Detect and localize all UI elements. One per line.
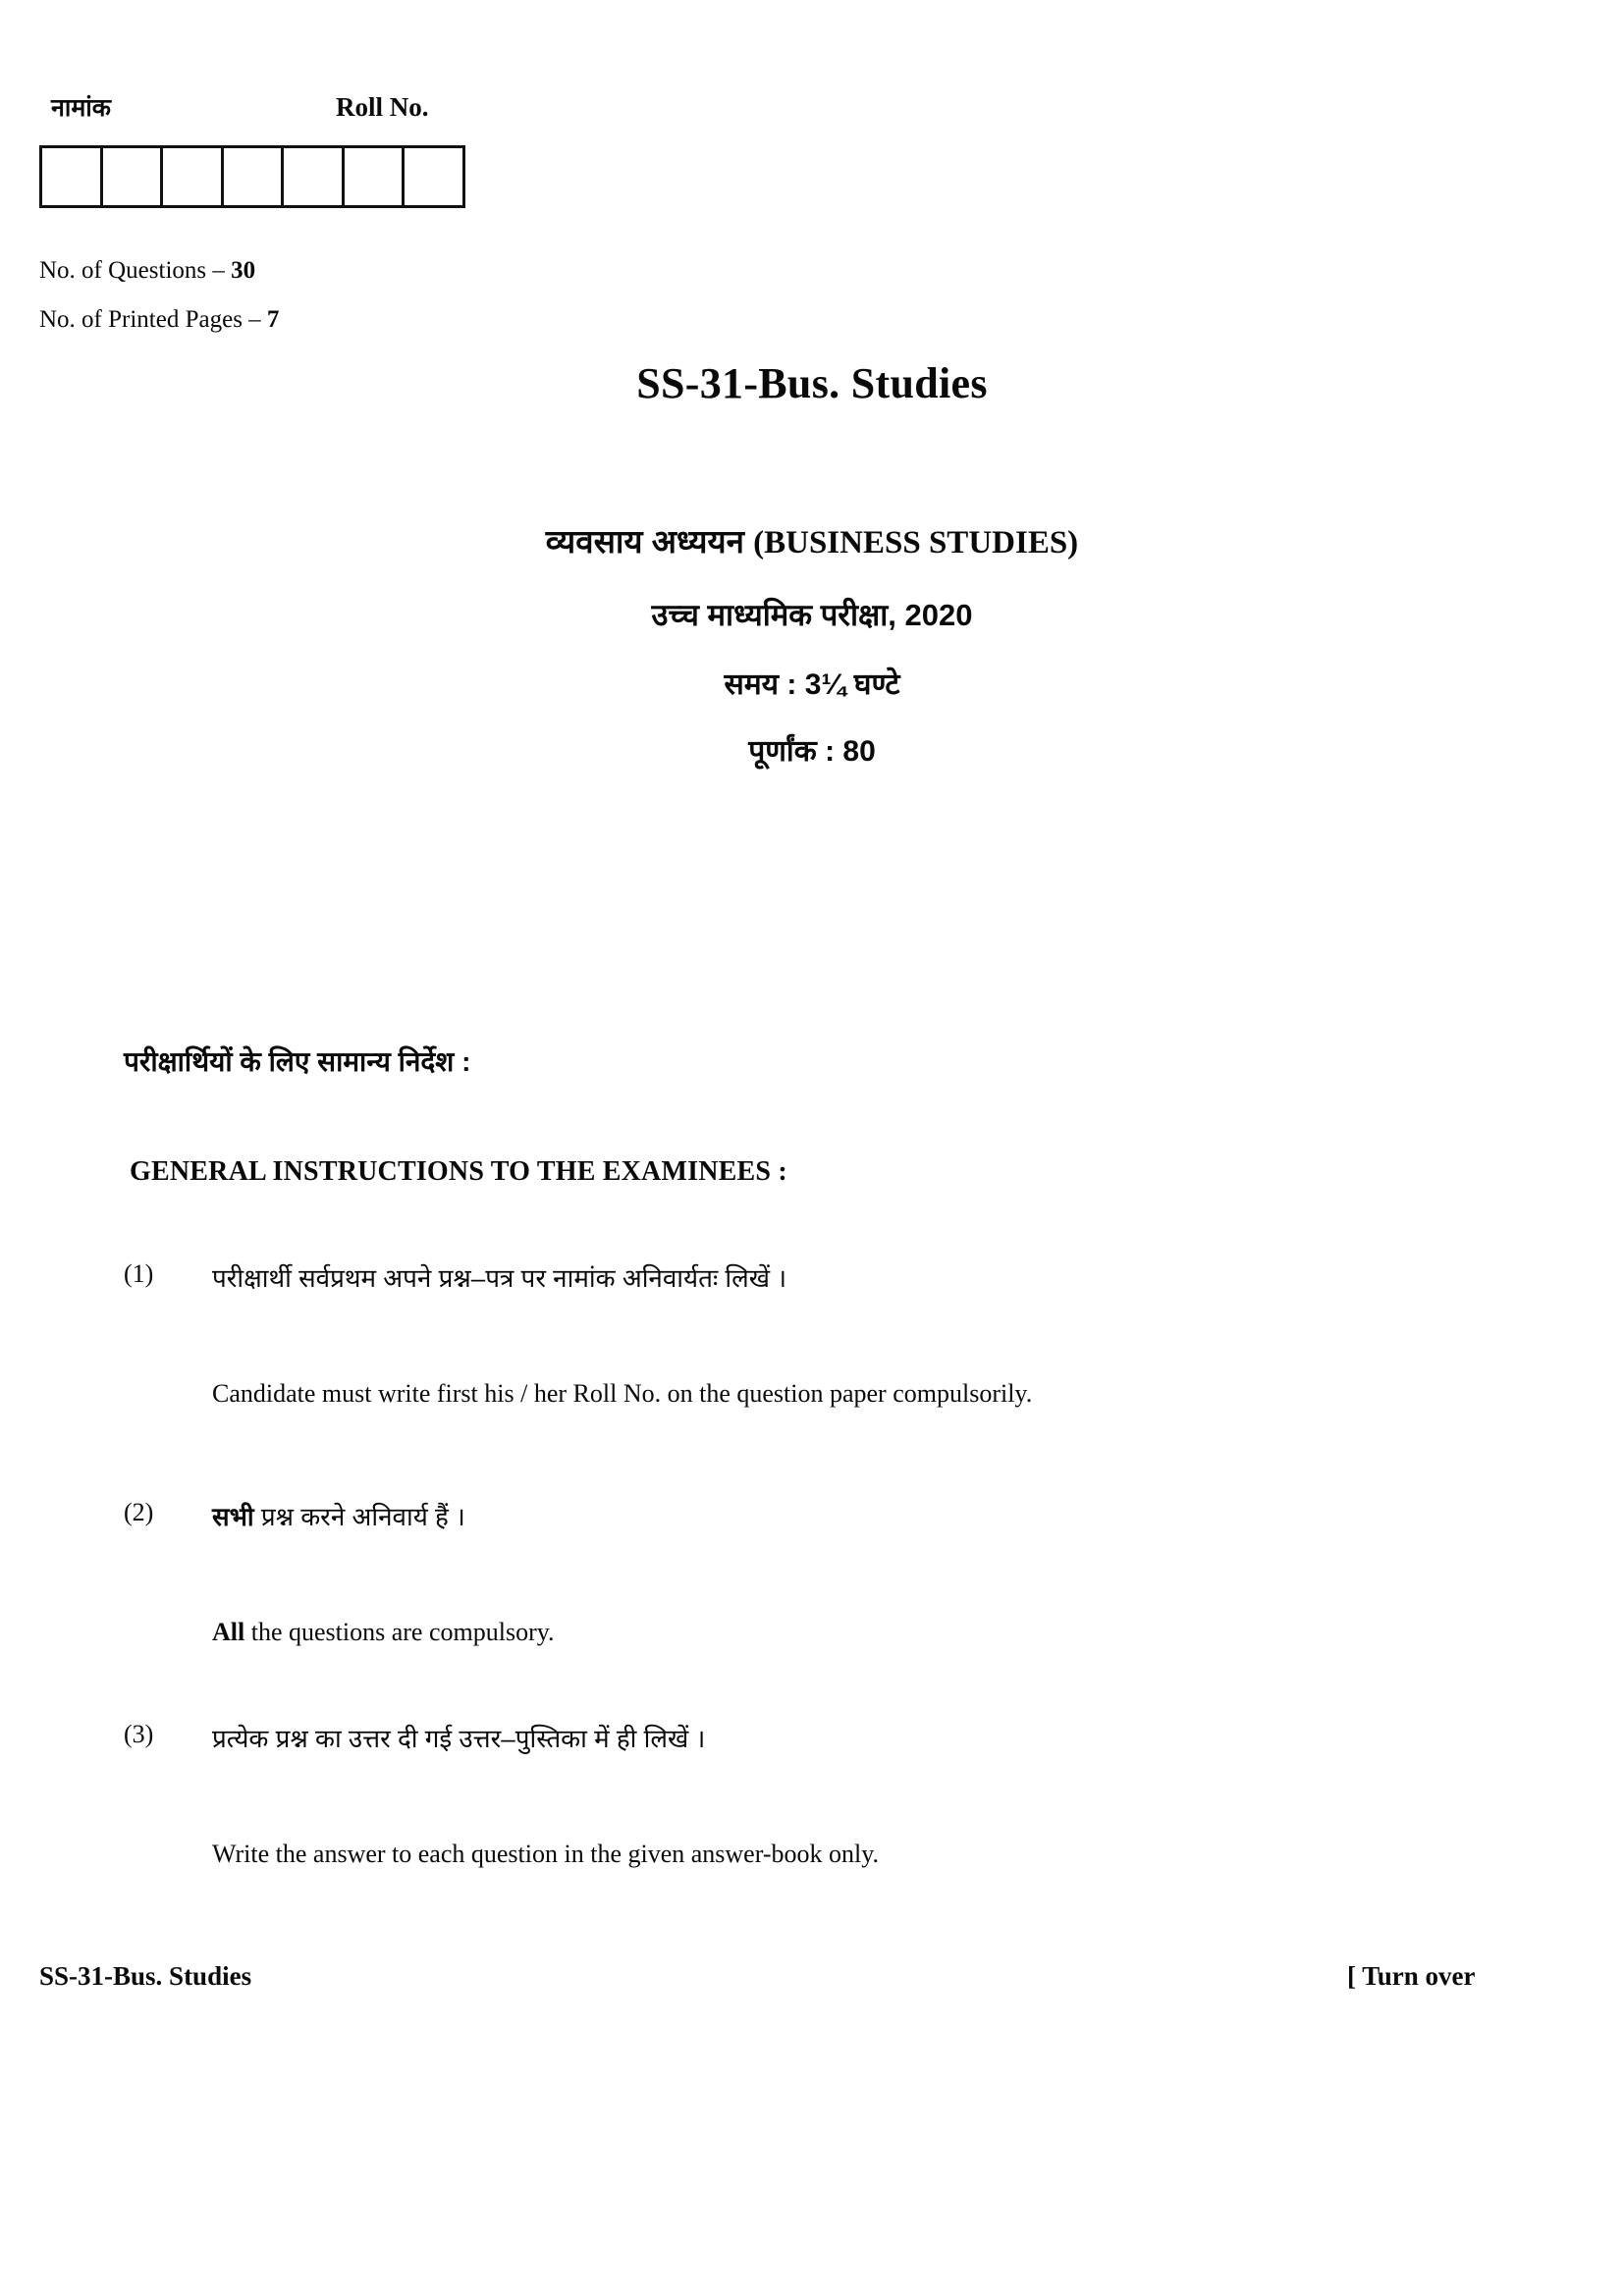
instruction-1-english: Candidate must write first his / her Roll No. on the question paper compulsorily.: [212, 1379, 1033, 1408]
roll-number-cell[interactable]: [345, 148, 406, 205]
roll-number-block: [51, 90, 679, 133]
instruction-2-hindi-rest: प्रश्न करने अनिवार्य हैं ।: [253, 1502, 465, 1531]
subject-title-english: (BUSINESS STUDIES): [753, 525, 1079, 561]
subject-title: [0, 518, 1624, 562]
roll-number-cell[interactable]: [103, 148, 164, 205]
instruction-1-number: (1): [124, 1259, 154, 1288]
roll-number-cell[interactable]: [163, 148, 224, 205]
footer-turn-over: [ Turn over: [1347, 1961, 1476, 1991]
roll-number-cell[interactable]: [224, 148, 285, 205]
number-of-printed-pages: [39, 306, 279, 334]
roll-number-grid[interactable]: [39, 145, 465, 208]
instructions-heading-english: GENERAL INSTRUCTIONS TO THE EXAMINEES :: [130, 1156, 787, 1187]
roll-no-label: Roll No.: [336, 92, 429, 122]
instruction-2-english: [212, 1618, 555, 1647]
instruction-3-number: (3): [124, 1720, 154, 1748]
exam-duration: समय : 3¼ घण्टे: [724, 668, 900, 701]
instruction-1-hindi: परीक्षार्थी सर्वप्रथम अपने प्रश्न–पत्र पर नामांक अनिवार्यतः लिखें ।: [212, 1263, 787, 1293]
number-of-questions-label: No. of Questions –: [39, 257, 232, 284]
number-of-questions: [39, 257, 255, 285]
exam-name: उच्च माध्यमिक परीक्षा, 2020: [651, 598, 973, 632]
roll-number-labels: [51, 90, 679, 133]
instructions-heading-hindi: परीक्षार्थियों के लिए सामान्य निर्देश :: [124, 1046, 471, 1077]
instruction-3-english: Write the answer to each question in the given answer-book only.: [212, 1840, 880, 1868]
instruction-3-hindi: प्रत्येक प्रश्न का उत्तर दी गई उत्तर–पुस्तिका में ही लिखें ।: [212, 1724, 706, 1753]
paper-code-title: SS-31-Bus. Studies: [636, 359, 988, 407]
number-of-questions-value: 30: [231, 257, 256, 284]
instruction-2-hindi-emphasis: सभी: [212, 1502, 254, 1531]
maximum-marks: पूर्णांक : 80: [748, 735, 876, 768]
namank-label: नामांक: [51, 94, 111, 122]
roll-number-cell[interactable]: [42, 148, 103, 205]
instruction-2-hindi: [212, 1498, 465, 1533]
roll-number-cell[interactable]: [405, 148, 465, 205]
roll-number-cell[interactable]: [284, 148, 345, 205]
number-of-printed-pages-label: No. of Printed Pages –: [39, 306, 267, 333]
number-of-printed-pages-value: 7: [266, 306, 280, 333]
instruction-2-number: (2): [124, 1498, 154, 1526]
instruction-2-english-emphasis: All: [212, 1618, 245, 1646]
subject-title-hindi: व्यवसाय अध्ययन: [545, 523, 754, 560]
footer-paper-code: SS-31-Bus. Studies: [39, 1961, 252, 1991]
instruction-2-english-rest: the questions are compulsory.: [244, 1618, 555, 1646]
